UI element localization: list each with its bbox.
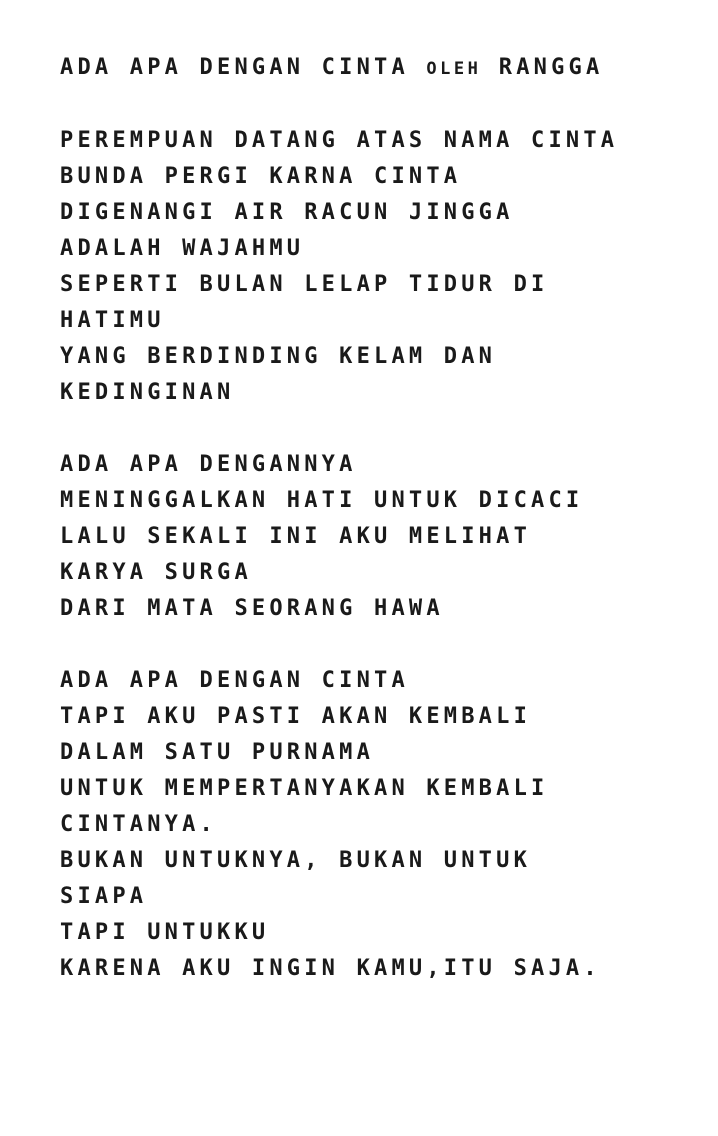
poem-byline: OLEH: [426, 59, 482, 79]
poem-line: KEDINGINAN: [60, 380, 235, 405]
poem-author: RANGGA: [498, 55, 604, 80]
poem-line: DALAM SATU PURNAMA: [60, 740, 375, 765]
poem-title: [60, 50, 700, 87]
poem-line: DIGENANGI AIR RACUN JINGGA: [60, 200, 514, 225]
poem-line: SEPERTI BULAN LELAP TIDUR DI: [60, 272, 549, 297]
stanza-2: [60, 447, 700, 627]
poem-line: YANG BERDINDING KELAM DAN: [60, 344, 497, 369]
poem-line: TAPI AKU PASTI AKAN KEMBALI: [60, 704, 532, 729]
poem-line: BUKAN UNTUKNYA, BUKAN UNTUK: [60, 848, 532, 873]
poem-line: KARYA SURGA: [60, 560, 252, 585]
poem-line: KARENA AKU INGIN KAMU,ITU SAJA.: [60, 956, 601, 981]
poem-line: ADA APA DENGAN CINTA: [60, 668, 409, 693]
poem-title-text: ADA APA DENGAN CINTA: [60, 55, 409, 80]
stanza-3: [60, 663, 700, 987]
poem-line: UNTUK MEMPERTANYAKAN KEMBALI: [60, 776, 549, 801]
poem-line: TAPI UNTUKKU: [60, 920, 270, 945]
poem-line: CINTANYA.: [60, 812, 218, 837]
poem-line: BUNDA PERGI KARNA CINTA: [60, 164, 462, 189]
poem-line: MENINGGALKAN HATI UNTUK DICACI: [60, 488, 584, 513]
poem-line: LALU SEKALI INI AKU MELIHAT: [60, 524, 532, 549]
poem-line: ADALAH WAJAHMU: [60, 236, 305, 261]
poem-line: ADA APA DENGANNYA: [60, 452, 357, 477]
poem-page: [60, 50, 700, 1023]
poem-line: SIAPA: [60, 884, 148, 909]
poem-line: DARI MATA SEORANG HAWA: [60, 596, 444, 621]
poem-line: HATIMU: [60, 308, 165, 333]
stanza-1: [60, 123, 700, 411]
poem-line: PEREMPUAN DATANG ATAS NAMA CINTA: [60, 128, 619, 153]
